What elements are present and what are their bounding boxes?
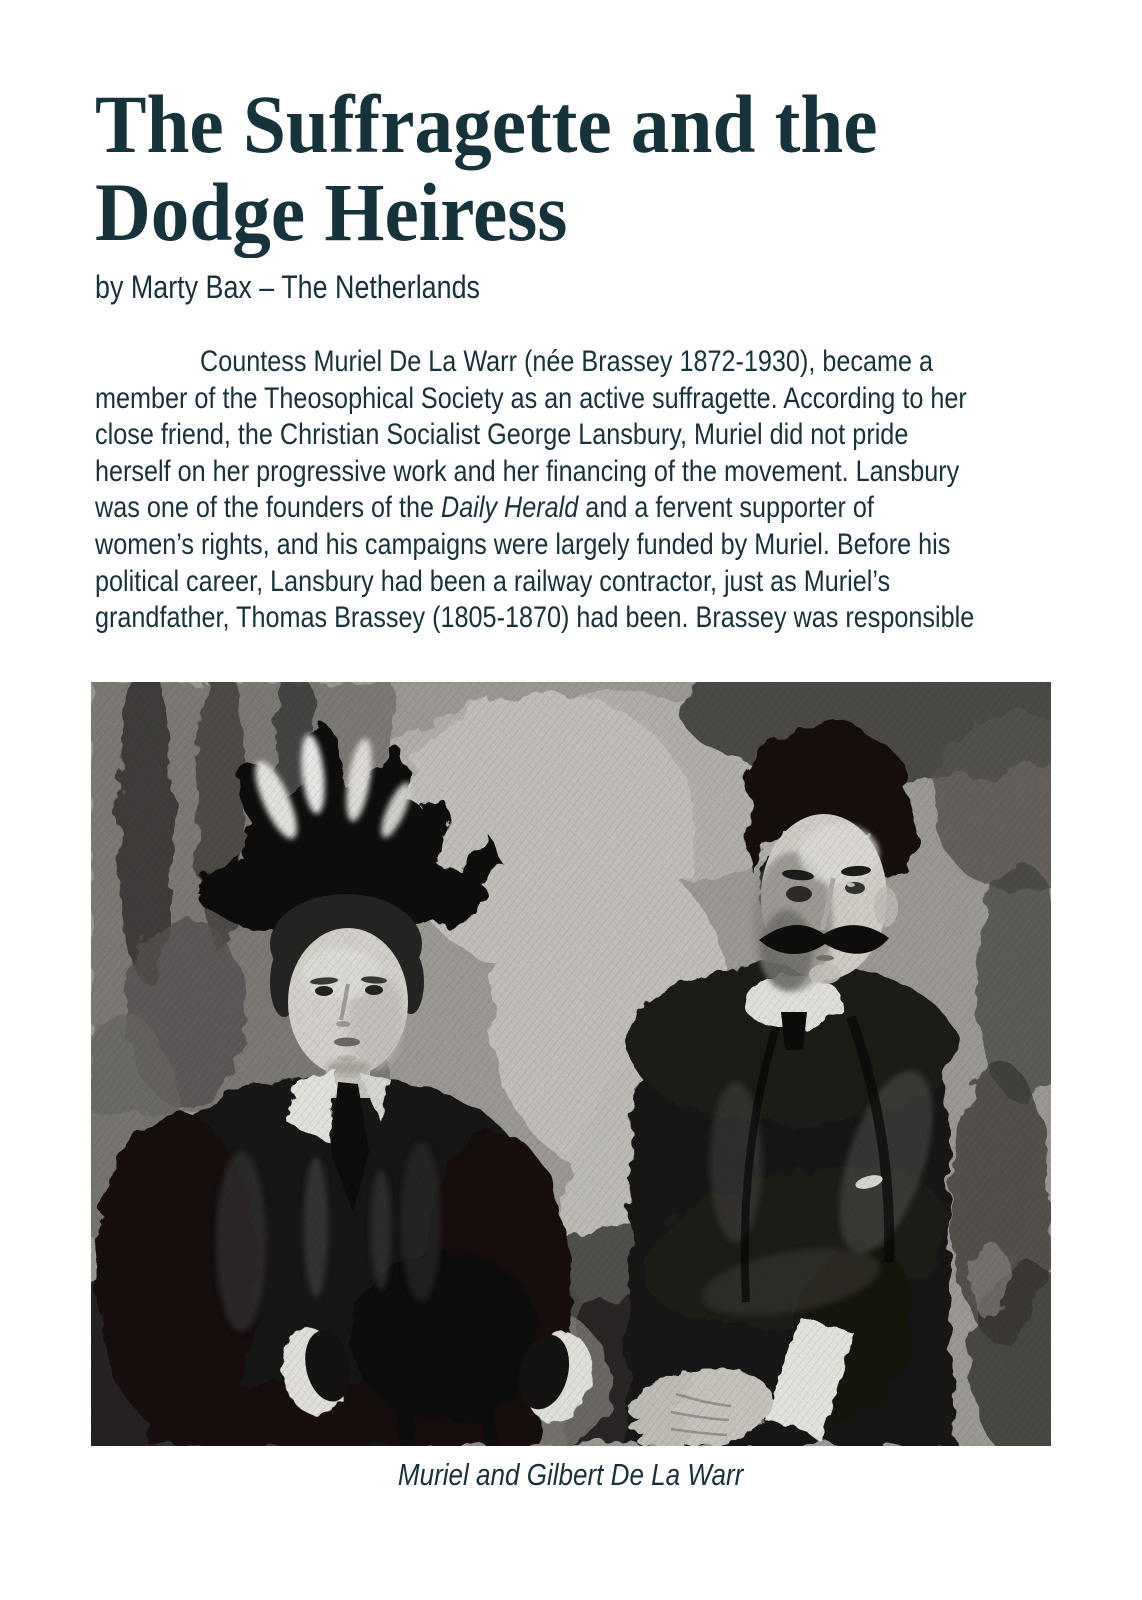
- title-line-1: The Suffragette and the: [95, 78, 878, 170]
- article-line: member of the Theosophical Society as an active suffragette. According to her: [95, 381, 967, 415]
- photo-caption: [91, 1456, 1051, 1494]
- title-line-2: Dodge Heiress: [95, 166, 568, 258]
- photo-caption-text: Muriel and Gilbert De La Warr: [398, 1456, 744, 1492]
- photo-frame: [91, 682, 1051, 1446]
- article-line5-post: and a fervent supporter of: [585, 491, 874, 525]
- article-line: political career, Lansbury had been a railway contractor, just as Muriel’s: [95, 564, 891, 598]
- figure: [91, 682, 1051, 1494]
- article-line: grandfather, Thomas Brassey (1805-1870) had been. Brassey was responsible: [95, 601, 975, 635]
- byline: by Marty Bax – The Netherlands: [95, 269, 480, 305]
- photo-texture-overlay: [91, 682, 1051, 1446]
- article-line5-pre: was one of the founders of the: [95, 491, 435, 525]
- article-line: close friend, the Christian Socialist George Lansbury, Muriel did not pride: [95, 418, 909, 452]
- article-line: Countess Muriel De La Warr (née Brassey 1872-1930), became a: [200, 345, 934, 378]
- article-line: [95, 490, 974, 527]
- article-line: herself on her progressive work and her financing of the movement. Lansbury: [95, 454, 960, 488]
- page-title: [95, 80, 1069, 256]
- article-paragraph: [95, 344, 1142, 637]
- photo-illustration: [91, 682, 1051, 1446]
- article-line: women’s rights, and his campaigns were largely funded by Muriel. Before his: [95, 527, 951, 561]
- article-line5-italic: Daily Herald: [441, 491, 579, 525]
